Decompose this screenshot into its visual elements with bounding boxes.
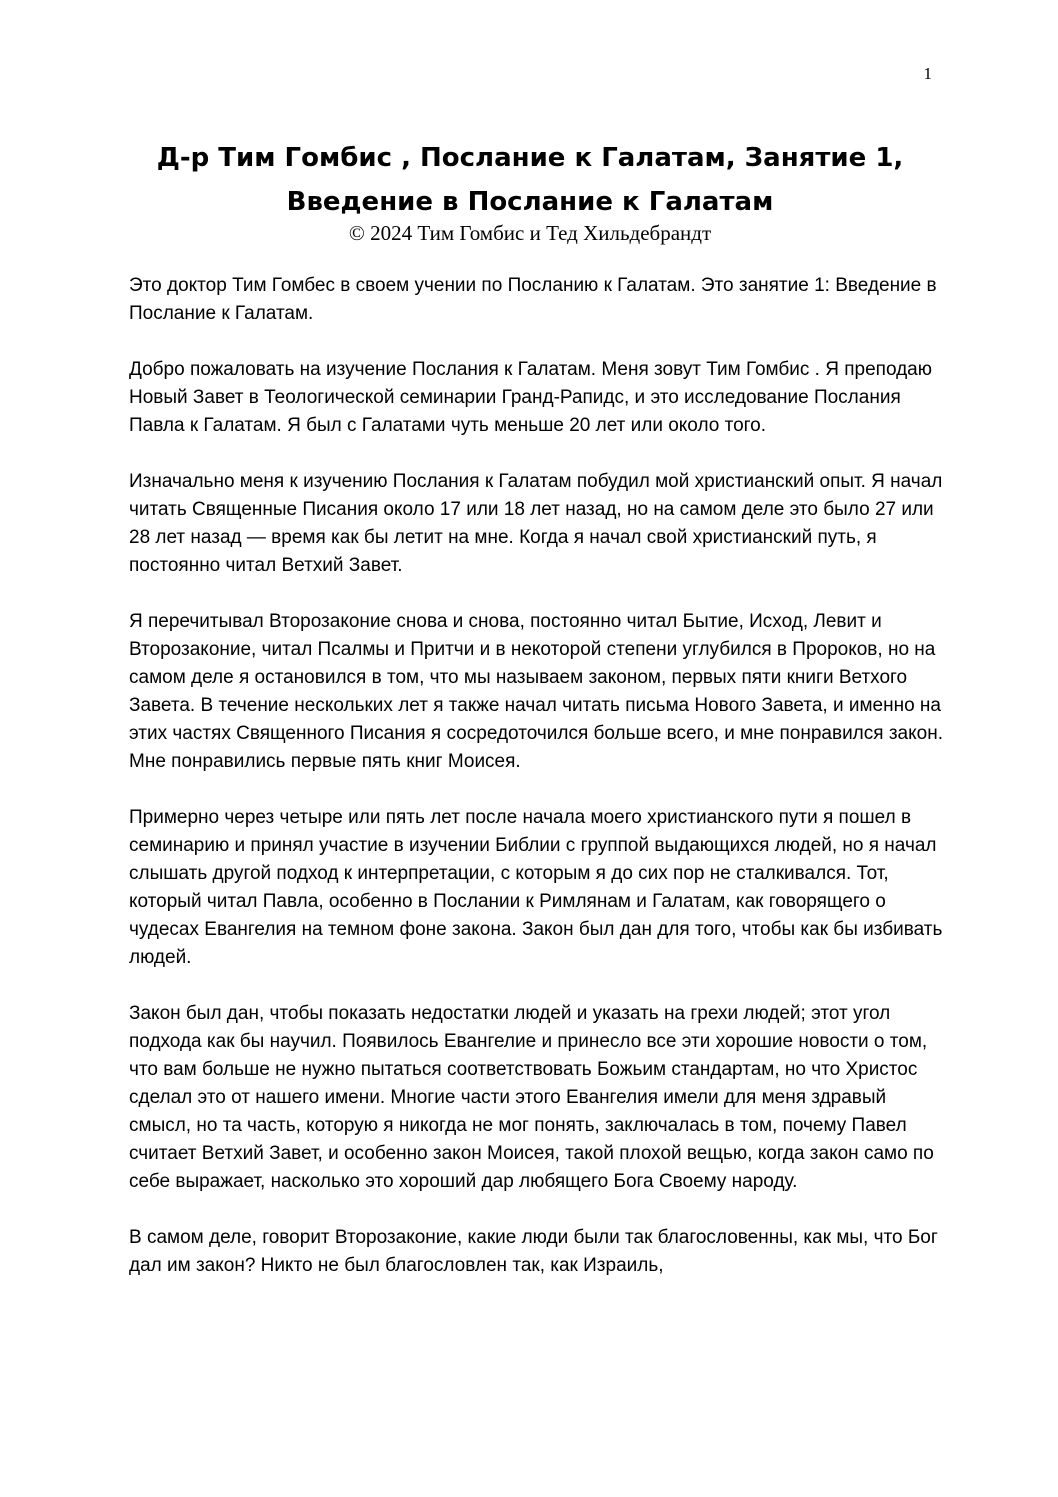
paragraph-4: Я перечитывал Второзаконие снова и снова, постоянно читал Бытие, Исход, Левит и Второзаконие, читал Псалмы и Притчи и в некоторой степени углубился в Пророков, но на самом деле я остановился в том, что мы называем законом, первых пяти книги Ветхого Завета. В течение нескольких лет я также начал читать письма Нового Завета, и именно на этих частях Священного Писания я сосредоточился больше всего, и мне понравился закон. Мне понравились первые пять книг Моисея. [129,611,943,772]
paragraph-3: Изначально меня к изучению Послания к Галатам побудил мой христианский опыт. Я начал читать Священные Писания около 17 или 18 лет назад, но на самом деле это было 27 или 28 лет назад — время как бы летит на мне. Когда я начал свой христианский путь, я постоянно читал Ветхий Завет. [129,471,943,576]
paragraph-6: Закон был дан, чтобы показать недостатки людей и указать на грехи людей; этот угол подхода как бы научил. Появилось Евангелие и принесло все эти хорошие новости о том, что вам больше не нужно пытаться соответствовать Божьим стандартам, но что Христос сделал это от нашего имени. Многие части этого Евангелия имели для меня здравый смысл, но та часть, которую я никогда не мог понять, заключалась в том, почему Павел считает Ветхий Завет, и особенно закон Моисея, такой плохой вещью, когда закон само по себе выражает, насколько это хороший дар любящего Бога Своему народу. [129,1003,934,1192]
document-title [80,136,980,224]
paragraph-5: Примерно через четыре или пять лет после начала моего христианского пути я пошел в семинарию и принял участие в изучении Библии с группой выдающихся людей, но я начал слышать другой подход к интерпретации, с которым я до сих пор не сталкивался. Тот, который читал Павла, особенно в Послании к Римлянам и Галатам, как говорящего о чудесах Евангелия на темном фоне закона. Закон был дан для того, чтобы как бы избивать людей. [129,807,943,968]
paragraph-1: Это доктор Тим Гомбес в своем учении по Посланию к Галатам. Это занятие 1: Введение в Послание к Галатам. [129,275,937,324]
copyright-notice: © 2024 Тим Гомбис и Тед Хильдебрандт [348,221,712,245]
paragraph-7: В самом деле, говорит Второзаконие, какие люди были так благословенны, как мы, что Бог дал им закон? Никто не был благословлен так, как Израиль, [129,1227,938,1276]
paragraph-2: Добро пожаловать на изучение Послания к Галатам. Меня зовут Тим Гомбис . Я преподаю Новый Завет в Теологической семинарии Гранд-Рапидс, и это исследование Послания Павла к Галатам. Я был с Галатами чуть меньше 20 лет или около того. [129,359,932,436]
body-text [129,272,949,1308]
title-line-2: Введение в Послание к Галатам [286,187,774,217]
page-number: 1 [923,64,932,83]
title-line-1: Д-р Тим Гомбис , Послание к Галатам, Занятие 1, [156,143,904,173]
